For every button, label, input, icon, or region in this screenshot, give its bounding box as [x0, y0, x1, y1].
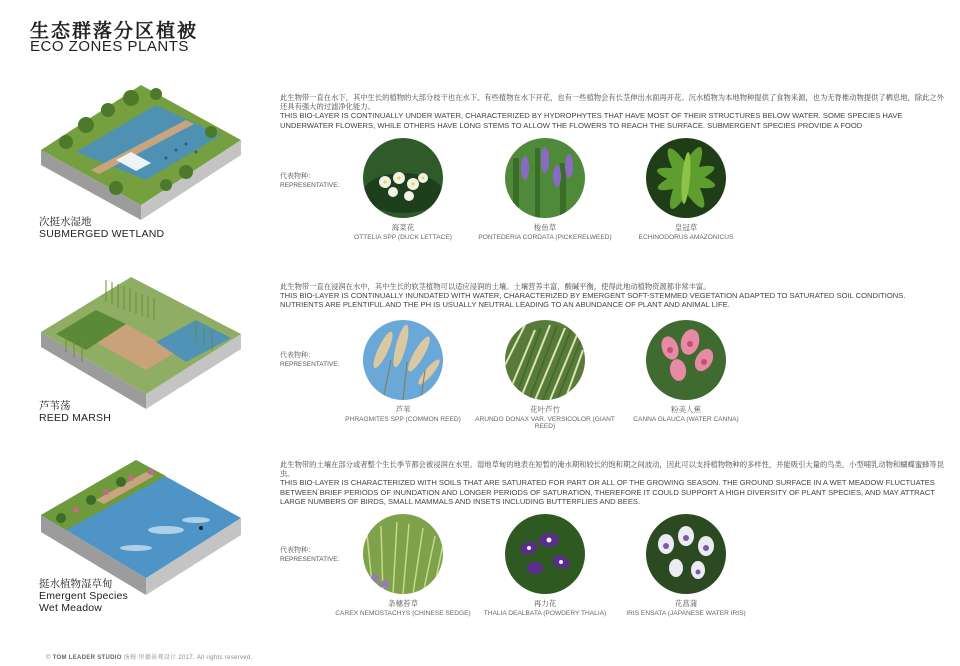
plant-name-cn: 海菜花 — [391, 223, 415, 232]
plant-name-cn: 梭鱼草 — [533, 223, 557, 232]
plant-name-cn: 再力花 — [533, 599, 557, 608]
plant-card — [606, 320, 766, 423]
plant-name-cn: 粉美人蕉 — [671, 405, 701, 414]
zone-description — [280, 282, 950, 310]
zone-label — [39, 578, 128, 614]
plant-card — [606, 514, 766, 617]
plant-name-en: CAREX NEMOSTACHYS (CHINESE SEDGE) — [335, 610, 471, 617]
representative-cn: 代表物种： — [280, 173, 315, 180]
plant-card — [606, 138, 766, 241]
zone-label — [39, 216, 164, 240]
representative-en: REPRESENTATIVE: — [280, 182, 340, 189]
zone-label-en-1: Emergent Species — [39, 590, 128, 602]
zone-label-en: SUBMERGED WETLAND — [39, 228, 165, 240]
representative-en: REPRESENTATIVE: — [280, 556, 340, 563]
footer-copyright: 2017. All rights reserved. — [178, 655, 253, 661]
carex-photo — [363, 514, 443, 594]
ottelia-photo — [363, 138, 443, 218]
zone-wet-meadow — [0, 450, 960, 630]
title-chinese: 生态群落分区植被 — [30, 20, 199, 42]
iris-ensata-photo — [646, 514, 726, 594]
plant-name-cn: 芦苇 — [395, 405, 411, 414]
representative-en: REPRESENTATIVE: — [280, 361, 340, 368]
plant-name-en: CANNA GLAUCA (WATER CANNA) — [633, 416, 739, 423]
zone-description — [280, 93, 950, 130]
plant-name-en: OTTELIA SPP (DUCK LETTACE) — [354, 234, 452, 241]
plant-card — [465, 320, 625, 430]
plant-name-en: PHRAGMITES SPP (COMMON REED) — [345, 416, 461, 423]
footer-studio: TOM LEADER STUDIO — [52, 655, 122, 661]
plant-name-en: PONTEDERIA CORDATA (PICKERELWEED) — [478, 234, 612, 241]
zone-description — [280, 460, 950, 506]
plant-card — [465, 138, 625, 241]
phragmites-photo — [363, 320, 443, 400]
reed-marsh-isometric-illustration — [36, 272, 246, 412]
footer — [46, 652, 253, 661]
echinodorus-photo — [646, 138, 726, 218]
zone-label-cn: 挺水植物湿草甸 — [39, 578, 113, 590]
submerged-wetland-isometric-illustration — [36, 80, 246, 220]
description-en: THIS BIO-LAYER IS CONTINUALLY INUNDATED WITH WATER, CHARACTERIZED BY EMERGENT SOFT-STEMMED VEGETATION ADAPTED TO SATURATED SOIL CONDITIONS. NUTRIENTS ARE PLENTIFUL AND THE PH IS USUALLY NEUTRAL LEADING TO AN ABUNDANCE OF PLANT AND ANIMAL LIFE. — [280, 291, 906, 310]
plant-card — [323, 320, 483, 423]
plant-name-cn: 条穗苔草 — [388, 599, 418, 608]
plant-card — [323, 138, 483, 241]
arundo-donax-photo — [505, 320, 585, 400]
zone-label-cn: 次挺水湿地 — [39, 216, 92, 228]
description-en: THIS BIO-LAYER IS CHARACTERIZED WITH SOILS THAT ARE SATURATED FOR PART OR ALL OF THE GROWING SEASON. THE GROUND SURFACE IN A WET MEADOW FLUCTUATES BETWEEN BRIEF PERIODS OF INUNDATION AND LONGER PERIODS OF SATURATION, THEREFORE IT COULD SUPPORT A HIGH DIVERSITY OF PLANT SPECIES, AND MAY ATTRACT LARGE NUMBERS OF BIRDS, SMALL MAMMALS AND INSETS INCLUDING BUTTERFLIES AND BEES. — [280, 478, 935, 506]
pontederia-photo — [505, 138, 585, 218]
plant-name-en: IRIS ENSATA (JAPANESE WATER IRIS) — [626, 610, 746, 617]
footer-studio-cn: 汤姆·里德景观设计 — [123, 655, 177, 661]
zone-label-en-2: Wet Meadow — [39, 602, 103, 614]
zone-submerged-wetland — [0, 80, 960, 250]
zone-label — [39, 400, 111, 424]
plant-card — [465, 514, 625, 617]
plant-name-cn: 花叶芦竹 — [530, 405, 560, 414]
zone-label-en: REED MARSH — [39, 412, 112, 424]
plant-name-cn: 皇冠草 — [674, 223, 698, 232]
description-cn: 此生物带一直在浸润在水中，其中生长的软茎植物可以适应浸润的土壤。土壤营养丰富，酸碱平衡，使得此地动植物资源都非常丰富。 — [280, 282, 711, 291]
description-en: THIS BIO-LAYER IS CONTINUALLY UNDER WATER, CHARACTERIZED BY HYDROPHYTES THAT HAVE MOST OF THEIR STRUCTURES BELOW WATER. SOME SPECIES HAVE UNDERWATER FLOWERS, WHILE OTHERS HAVE LONG STEMS TO ALLOW THE FLOWERS TO REACH THE SURFACE. SUBMERGENT SPECIES PROVIDE A FOOD — [280, 111, 903, 130]
zone-reed-marsh — [0, 268, 960, 438]
representative-cn: 代表物种： — [280, 547, 315, 554]
description-cn: 此生物带一直在水下，其中生长的植物的大部分枝干也在水下。有些植物在水下开花，也有一些植物会有长茎伸出水面再开花。沉水植物为本地物种提供了食物来源，也为无脊椎动物提供了栖息地，除此之外还具有强大的过滤净化能力。 — [280, 93, 945, 112]
thalia-photo — [505, 514, 585, 594]
plant-name-en: ECHINODORUS AMAZONICUS — [638, 234, 734, 241]
canna-glauca-photo — [646, 320, 726, 400]
plant-card — [323, 514, 483, 617]
representative-cn: 代表物种： — [280, 352, 315, 359]
plant-name-en: THALIA DEALBATA (POWDERY THALIA) — [483, 610, 607, 617]
title-english: ECO ZONES PLANTS — [30, 38, 189, 55]
copyright-icon: © — [46, 655, 51, 661]
description-cn: 此生物带的土壤在部分或者整个生长季节都会被浸润在水里。湿地草甸的地表在短暂的淹水期和较长的饱和期之间波动，因此可以支持植物物种的多样性，并能吸引大量的鸟类，小型哺乳动物和蝴蝶蜜蜂等昆虫。 — [280, 460, 945, 479]
zone-label-cn: 芦苇荡 — [39, 400, 71, 412]
plant-name-en: ARUNDO DONAX VAR. VERSICOLOR (GIANT REED) — [475, 416, 615, 430]
plant-name-cn: 花菖蒲 — [674, 599, 698, 608]
